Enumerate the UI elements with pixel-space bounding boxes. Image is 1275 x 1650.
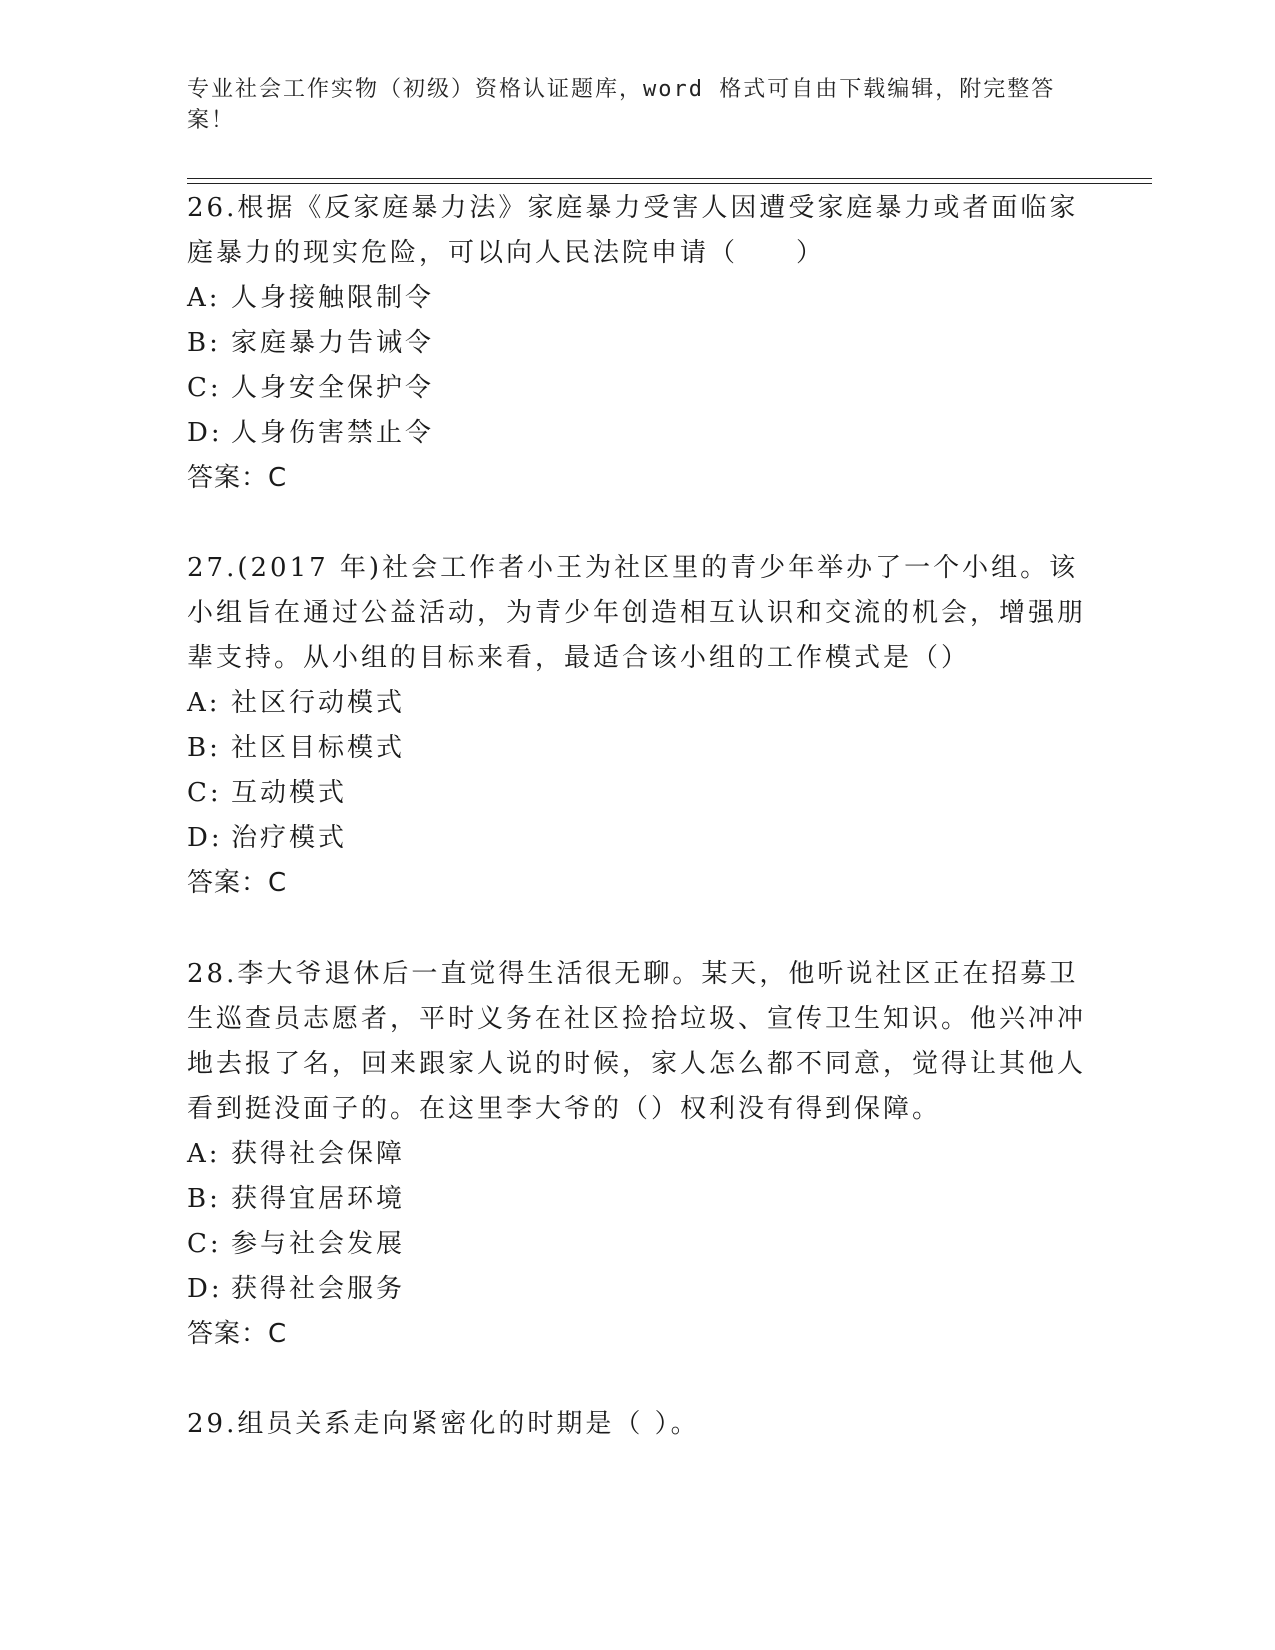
option-text: 人身安全保护令: [231, 373, 435, 403]
option-key: A:: [187, 1139, 221, 1169]
question-26: [187, 186, 1087, 501]
question-28: [187, 952, 1087, 1357]
option-text: 社区目标模式: [231, 733, 406, 763]
option-b: [187, 726, 1087, 771]
option-key: D:: [187, 823, 223, 853]
option-key: B:: [187, 733, 221, 763]
option-d: [187, 411, 1087, 456]
header-divider-top: [187, 178, 1152, 179]
option-text: 互动模式: [231, 778, 348, 808]
option-key: D:: [187, 418, 223, 448]
option-key: C:: [187, 778, 222, 808]
option-key: C:: [187, 373, 222, 403]
question-27: [187, 546, 1087, 906]
question-stem: 28.李大爷退休后一直觉得生活很无聊。某天，他听说社区正在招募卫生巡查员志愿者，平时义务在社区捡拾垃圾、宣传卫生知识。他兴冲冲地去报了名，回来跟家人说的时候，家人怎么都不同意，觉得让其他人看到挺没面子的。在这里李大爷的（）权利没有得到保障。: [187, 959, 1087, 1124]
option-text: 治疗模式: [231, 823, 348, 853]
question-29: [187, 1402, 1087, 1447]
option-b: [187, 1177, 1087, 1222]
option-key: B:: [187, 1184, 221, 1214]
option-text: 社区行动模式: [231, 688, 406, 718]
answer-line: 答案：C: [187, 868, 288, 898]
option-d: [187, 1267, 1087, 1312]
option-key: A:: [187, 688, 221, 718]
option-d: [187, 816, 1087, 861]
option-key: C:: [187, 1229, 222, 1259]
option-text: 参与社会发展: [231, 1229, 406, 1259]
question-stem: 29.组员关系走向紧密化的时期是（ ）。: [187, 1409, 700, 1439]
question-stem: 26.根据《反家庭暴力法》家庭暴力受害人因遭受家庭暴力或者面临家庭暴力的现实危险，可以向人民法院申请（ ）: [187, 193, 1079, 268]
option-a: [187, 681, 1087, 726]
option-b: [187, 321, 1087, 366]
option-text: 获得社会保障: [231, 1139, 406, 1169]
option-c: [187, 366, 1087, 411]
option-text: 获得社会服务: [231, 1274, 406, 1304]
answer-line: 答案：C: [187, 1319, 288, 1349]
question-stem: 27.(2017 年)社会工作者小王为社区里的青少年举办了一个小组。该小组旨在通过公益活动，为青少年创造相互认识和交流的机会，增强朋辈支持。从小组的目标来看，最适合该小组的工作模式是（）: [187, 553, 1087, 673]
option-text: 获得宜居环境: [231, 1184, 406, 1214]
option-a: [187, 276, 1087, 321]
document-header: 专业社会工作实物（初级）资格认证题库，word 格式可自由下载编辑，附完整答案！: [187, 77, 1056, 133]
option-c: [187, 1222, 1087, 1267]
option-key: B:: [187, 328, 221, 358]
option-text: 人身伤害禁止令: [231, 418, 435, 448]
header-divider-bottom: [187, 183, 1152, 184]
answer-line: 答案：C: [187, 463, 288, 493]
option-c: [187, 771, 1087, 816]
option-text: 人身接触限制令: [231, 283, 435, 313]
option-key: D:: [187, 1274, 223, 1304]
option-key: A:: [187, 283, 221, 313]
option-text: 家庭暴力告诫令: [231, 328, 435, 358]
option-a: [187, 1132, 1087, 1177]
